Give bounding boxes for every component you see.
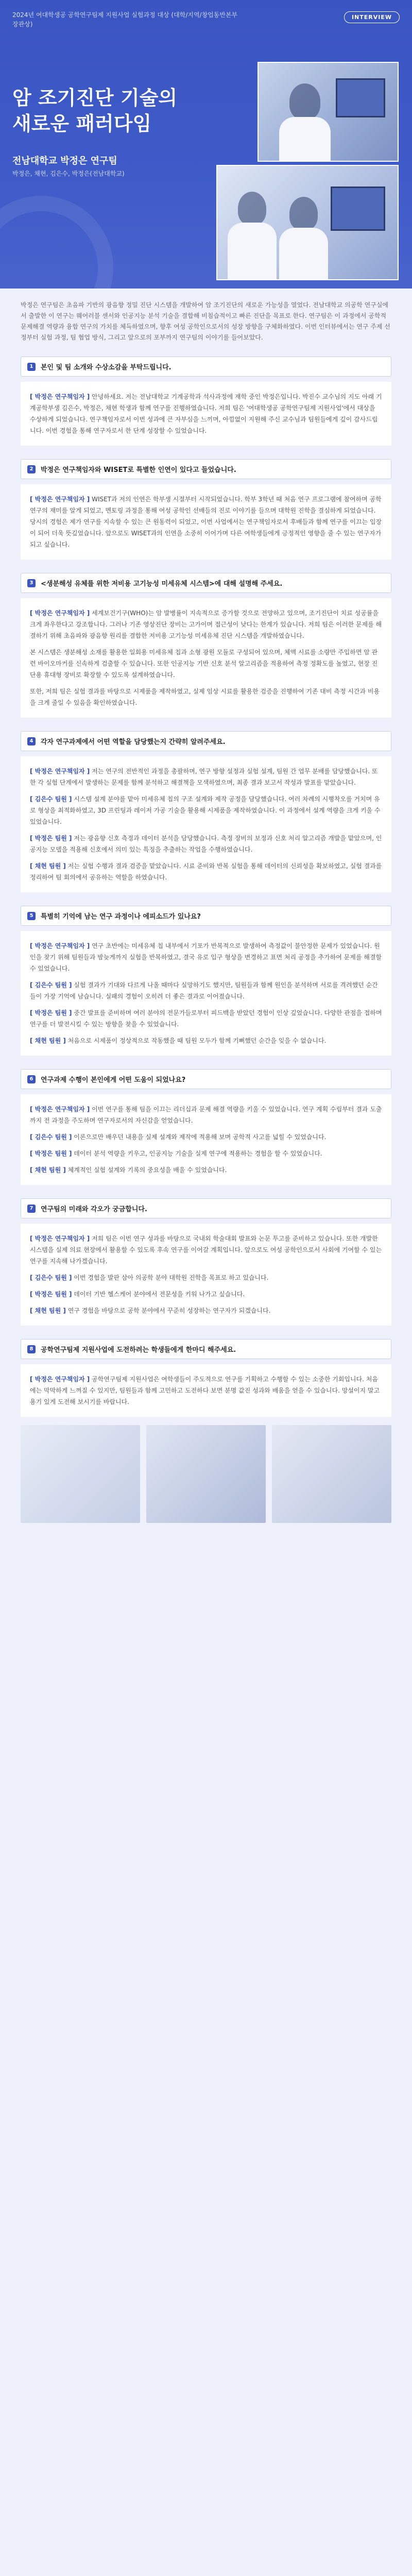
question-text: 박정은 연구책임자와 WISET로 특별한 인연이 있다고 들었습니다. (41, 466, 236, 474)
answer-paragraph (30, 1007, 382, 1030)
speaker-label: [ 채현 팀원 ] (30, 862, 66, 870)
answer-paragraph (30, 1131, 382, 1143)
answer-text: 세계보건기구(WHO)는 암 발병률이 지속적으로 증가할 것으로 전망하고 있으며, 조기진단이 치료 성공률을 크게 좌우한다고 강조합니다. 그러나 기존 영상진단 장비는 고가이며 접근성이 낮다는 한계가 있습니다. 저희 팀은 이러한 문제를 해결하기 위해 초음파와 광음향 원리를 결합한 저비용 고기능성 미세유체 진단 시스템을 개발하였습니다. (30, 609, 382, 639)
answer-paragraph (30, 1374, 382, 1408)
answer-block (21, 382, 391, 446)
bottom-photos (21, 1425, 391, 1523)
answer-block (21, 931, 391, 1056)
speaker-label: [ 채현 팀원 ] (30, 1166, 66, 1174)
answer-paragraph (30, 766, 382, 788)
answer-block (21, 598, 391, 718)
question-bar (21, 357, 391, 377)
answer-text: 본 시스템은 생분해성 소재를 활용한 일회용 미세유체 칩과 소형 광원 모듈로 구성되어 있으며, 체액 시료를 소량만 주입하면 암 관련 바이오마커를 신속하게 검출할 수 있습니다. 또한 인공지능 기반 신호 분석 알고리즘을 적용하여 측정 정확도를 높였고, 현장 진단용 휴대형 장비로 확장할 수 있도록 설계하였습니다. (30, 649, 378, 679)
answer-text: 데이터 기반 헬스케어 분야에서 전문성을 키워 나가고 싶습니다. (74, 1291, 245, 1298)
interview-badge: INTERVIEW (344, 11, 400, 23)
answer-text: 처음으로 시제품이 정상적으로 작동했을 때 팀원 모두가 함께 기뻐했던 순간을 잊을 수 없습니다. (67, 1037, 327, 1044)
question-number: 1 (27, 363, 36, 371)
question-number: 8 (27, 1345, 36, 1353)
question-number: 4 (27, 737, 36, 745)
team-photo-3 (272, 1425, 391, 1523)
question-text: 각자 연구과제에서 어떤 역할을 담당했는지 간략히 알려주세요. (41, 738, 226, 746)
speaker-label: [ 박정은 연구책임자 ] (30, 1106, 90, 1113)
header-photo-lab (258, 62, 399, 162)
answer-paragraph (30, 979, 382, 1002)
answer-paragraph (30, 647, 382, 681)
qa-list (21, 357, 391, 1417)
answer-paragraph (30, 833, 382, 855)
question-bar (21, 731, 391, 751)
answer-paragraph (30, 940, 382, 974)
speaker-label: [ 박정은 연구책임자 ] (30, 768, 90, 775)
page-title (12, 85, 177, 137)
question-bar (21, 459, 391, 479)
question-text: 연구과제 수행이 본인에게 어떤 도움이 되었나요? (41, 1076, 186, 1084)
answer-text: 이번 연구를 통해 팀을 이끄는 리더십과 문제 해결 역량을 키울 수 있었습니다. 연구 계획 수립부터 결과 도출까지 전 과정을 주도하며 연구자로서의 자신감을 얻었습니다. (30, 1106, 382, 1124)
answer-block (21, 1364, 391, 1417)
answer-paragraph (30, 686, 382, 708)
answer-paragraph (30, 1272, 382, 1283)
speaker-label: [ 김은수 팀원 ] (30, 981, 72, 989)
answer-text: 저는 광음향 신호 측정과 데이터 분석을 담당했습니다. 측정 장비의 보정과 신호 처리 알고리즘 개발을 맡았으며, 인공지능 모델을 적용해 신호에서 의미 있는 특징을 추출하는 작업을 수행하였습니다. (30, 835, 382, 853)
answer-text: 이론으로만 배우던 내용을 실제 설계와 제작에 적용해 보며 공학적 사고를 넓힐 수 있었습니다. (74, 1133, 327, 1141)
question-number: 7 (27, 1205, 36, 1213)
speaker-label: [ 박정은 연구책임자 ] (30, 942, 90, 950)
question-bar (21, 906, 391, 926)
answer-paragraph (30, 607, 382, 641)
question-bar (21, 1198, 391, 1218)
answer-text: 또한, 저희 팀은 실험 결과를 바탕으로 시제품을 제작하였고, 실제 임상 시료를 활용한 검증을 진행하여 기존 대비 측정 시간과 비용을 크게 줄일 수 있음을 확인하였습니다. (30, 688, 380, 706)
speaker-label: [ 박정은 팀원 ] (30, 1150, 72, 1157)
answer-paragraph (30, 494, 382, 550)
answer-paragraph (30, 1289, 382, 1300)
question-bar (21, 1069, 391, 1089)
answer-block (21, 1094, 391, 1185)
speaker-label: [ 김은수 팀원 ] (30, 1274, 72, 1281)
team-authors: 박정은, 채현, 김은수, 박정은(전남대학교) (12, 170, 125, 177)
answer-text: 연구 경험을 바탕으로 공학 분야에서 꾸준히 성장하는 연구자가 되겠습니다. (67, 1307, 271, 1314)
question-bar (21, 573, 391, 593)
answer-paragraph (30, 1233, 382, 1267)
speaker-label: [ 채현 팀원 ] (30, 1307, 66, 1314)
answer-paragraph (30, 1305, 382, 1316)
answer-paragraph (30, 860, 382, 883)
speaker-label: [ 채현 팀원 ] (30, 1037, 66, 1044)
question-text: 공학연구팀제 지원사업에 도전하려는 학생들에게 한마디 해주세요. (41, 1346, 236, 1354)
answer-text: 저는 연구의 전반적인 과정을 총괄하며, 연구 방향 설정과 실험 설계, 팀원 간 업무 분배를 담당했습니다. 또한 각 실험 단계에서 발생하는 문제를 함께 분석하고 해결책을 모색하였으며, 최종 결과 보고서 작성과 발표를 맡았습니다. (30, 768, 378, 786)
speaker-label: [ 박정은 연구책임자 ] (30, 393, 90, 400)
speaker-label: [ 김은수 팀원 ] (30, 1133, 72, 1141)
title-line-1: 암 조기진단 기술의 (12, 87, 178, 109)
answer-block (21, 756, 391, 892)
header-banner (0, 0, 412, 289)
answer-text: 실험 결과가 기대와 다르게 나올 때마다 실망하기도 했지만, 팀원들과 함께 원인을 분석하며 서로를 격려했던 순간들이 가장 기억에 남습니다. 실패의 경험이 오히려 더 좋은 결과로 이어졌습니다. (30, 981, 378, 1000)
answer-text: 시스템 설계 분야를 맡아 미세유체 칩의 구조 설계와 제작 공정을 담당했습니다. 여러 차례의 시행착오를 거치며 유로 형상을 최적화하였고, 3D 프린팅과 레이저 가공 기술을 활용해 시제품을 제작하였습니다. 이 과정에서 설계 역량을 크게 키울 수 있었습니다. (30, 795, 381, 825)
answer-text: 체계적인 실험 설계와 기록의 중요성을 배울 수 있었습니다. (67, 1166, 227, 1174)
intro-paragraph: 박정은 연구팀은 초음파 기반의 광음향 정밀 진단 시스템을 개발하여 암 조기진단의 새로운 가능성을 열었다. 전남대학교 의공학 연구실에서 출발한 이 연구는 웨어러블 센서와 인공지능 분석 기술을 결합해 비침습적이고 빠른 진단을 목표로 한다. 연구팀은 이 과정에서 공학적 문제해결 역량과 융합 연구의 가치를 체득하였으며, 향후 여성 공학인으로서의 성장 방향을 구체화하였다. 이번 인터뷰에서는 연구 주제 선정부터 실험 과정, 팀 협업 방식, 그리고 앞으로의 포부까지 연구팀의 이야기를 들어보았다. (21, 301, 390, 341)
header-photo-researchers (216, 165, 399, 280)
answer-text: 이번 경험을 발판 삼아 의공학 분야 대학원 진학을 목표로 하고 있습니다. (74, 1274, 269, 1281)
question-text: 본인 및 팀 소개와 수상소감을 부탁드립니다. (41, 364, 171, 371)
answer-text: WISET과 저의 인연은 학부생 시절부터 시작되었습니다. 학부 3학년 때 처음 연구 프로그램에 참여하며 공학 연구의 재미를 알게 되었고, 멘토링 과정을 통해 여성 공학인 선배들의 진로 이야기를 들으며 대학원 진학을 결심하게 되었습니다. 당시의 경험은 제가 연구를 지속할 수 있는 큰 원동력이 되었고, 이번 사업에서는 연구책임자로서 후배들과 함께 연구를 이끄는 입장이 되어 더욱 뜻깊었습니다. 앞으로도 WISET과의 인연을 소중히 이어가며 다른 여학생들에게 긍정적인 영향을 줄 수 있는 연구자가 되고 싶습니다. (30, 496, 382, 548)
speaker-label: [ 김은수 팀원 ] (30, 795, 72, 803)
answer-paragraph (30, 1148, 382, 1159)
question-number: 6 (27, 1075, 36, 1083)
speaker-label: [ 박정은 팀원 ] (30, 835, 72, 842)
answer-text: 연구 초반에는 미세유체 칩 내부에서 기포가 반복적으로 발생하여 측정값이 불안정한 문제가 있었습니다. 원인을 찾기 위해 팀원들과 밤늦게까지 실험을 반복하였고, 결국 유로 입구 형상을 변경하고 표면 처리 공정을 추가하여 문제를 해결할 수 있었습니다. (30, 942, 382, 972)
question-number: 5 (27, 912, 36, 920)
team-photo-2 (146, 1425, 266, 1523)
speaker-label: [ 박정은 연구책임자 ] (30, 496, 90, 503)
question-text: <생분해성 유체를 위한 저비용 고기능성 미세유체 시스템>에 대해 설명해 주세요. (41, 580, 283, 588)
team-name: 전남대학교 박정은 연구팀 (12, 156, 117, 166)
question-number: 3 (27, 579, 36, 587)
answer-text: 중간 발표를 준비하며 여러 분야의 전문가들로부터 피드백을 받았던 경험이 인상 깊었습니다. 다양한 관점을 접하며 연구를 더 발전시킬 수 있는 방향을 찾을 수 있었습니다. (30, 1009, 382, 1028)
question-text: 연구팀의 미래와 각오가 궁금합니다. (41, 1206, 147, 1213)
question-bar (21, 1339, 391, 1359)
title-line-2: 새로운 패러다임 (12, 112, 152, 135)
program-note: 2024년 여대학생공 공학연구팀제 지원사업 실험과정 대상 (대학/지역/창업동반본부 장관상) (12, 11, 238, 28)
answer-text: 저희 팀은 이번 연구 성과를 바탕으로 국내외 학술대회 발표와 논문 투고를 준비하고 있습니다. 또한 개발한 시스템을 실제 의료 현장에서 활용할 수 있도록 후속 연구를 이어갈 계획입니다. 앞으로도 여성 공학인으로서 사회에 기여할 수 있는 연구를 지속해 나가겠습니다. (30, 1235, 382, 1265)
answer-text: 안녕하세요. 저는 전남대학교 기계공학과 석사과정에 재학 중인 박정은입니다. 박진수 교수님의 지도 아래 기계공학부생 김은수, 박정은, 채현 학생과 함께 연구를 진행하였습니다. 저희 팀은 '여대학생공 공학연구팀제 지원사업'에서 대상을 수상하게 되었습니다. 연구책임자로서 이번 성과에 큰 자부심을 느끼며, 아낌없이 지원해 주신 교수님과 팀원들에게 깊이 감사드립니다. 이번 경험을 통해 연구자로서 한 단계 성장할 수 있었습니다. (30, 393, 382, 434)
question-text: 특별히 기억에 남는 연구 과정이나 에피소드가 있나요? (41, 913, 201, 921)
speaker-label: [ 박정은 팀원 ] (30, 1009, 72, 1016)
answer-block (21, 484, 391, 560)
answer-text: 저는 실험 수행과 결과 검증을 맡았습니다. 시료 준비와 반복 실험을 통해 데이터의 신뢰성을 확보하였고, 실험 결과를 정리하여 팀 회의에서 공유하는 역할을 하였습니다. (30, 862, 382, 881)
decorative-ring (0, 196, 113, 289)
question-number: 2 (27, 465, 36, 473)
answer-text: 공학연구팀제 지원사업은 여학생들이 주도적으로 연구를 기획하고 수행할 수 있는 소중한 기회입니다. 처음에는 막막하게 느껴질 수 있지만, 팀원들과 함께 고민하고 도전하다 보면 분명 값진 성과와 배움을 얻을 수 있습니다. 망설이지 말고 용기 있게 도전해 보시기를 바랍니다. (30, 1376, 380, 1405)
speaker-label: [ 박정은 팀원 ] (30, 1291, 72, 1298)
speaker-label: [ 박정은 연구책임자 ] (30, 1376, 90, 1383)
answer-paragraph (30, 793, 382, 827)
answer-paragraph (30, 1035, 382, 1046)
speaker-label: [ 박정은 연구책임자 ] (30, 609, 90, 617)
answer-paragraph (30, 1104, 382, 1126)
speaker-label: [ 박정은 연구책임자 ] (30, 1235, 90, 1242)
team-photo-1 (21, 1425, 140, 1523)
answer-text: 데이터 분석 역량을 키우고, 인공지능 기술을 실제 연구에 적용하는 경험을 할 수 있었습니다. (74, 1150, 322, 1157)
answer-block (21, 1224, 391, 1326)
answer-paragraph (30, 391, 382, 436)
answer-paragraph (30, 1164, 382, 1176)
